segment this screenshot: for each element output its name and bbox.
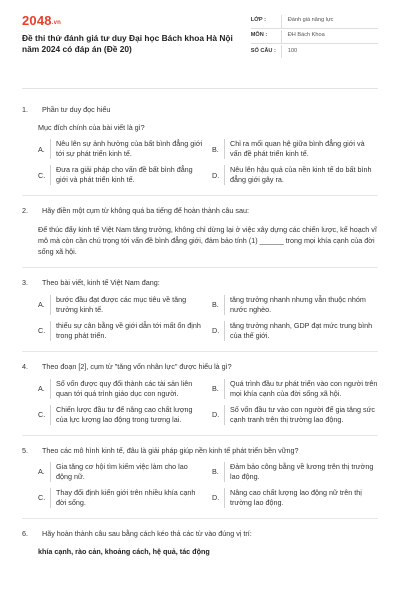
meta-row-class bbox=[251, 14, 378, 29]
meta-divider bbox=[281, 30, 282, 43]
answer-option-c[interactable] bbox=[38, 165, 204, 185]
meta-row-count bbox=[251, 44, 378, 59]
header bbox=[22, 14, 378, 76]
question-header bbox=[22, 206, 378, 216]
question-text: Hãy điền một cụm từ không quá ba tiếng để hoàn thành câu sau: bbox=[42, 206, 249, 216]
question-1 bbox=[22, 105, 378, 185]
question-header bbox=[22, 278, 378, 288]
answer-letter: D. bbox=[212, 326, 220, 336]
question-header bbox=[22, 362, 378, 372]
answer-option-d[interactable] bbox=[212, 321, 378, 341]
question-4 bbox=[22, 362, 378, 425]
question-divider bbox=[22, 435, 378, 436]
answer-option-c[interactable] bbox=[38, 488, 204, 508]
meta-value: Đánh giá năng lực bbox=[287, 17, 334, 24]
answer-text: Đảm bảo công bằng về lương trên thị trường lao động. bbox=[224, 462, 378, 482]
answer-letter: D. bbox=[212, 493, 220, 503]
exam-meta bbox=[251, 14, 378, 59]
question-divider bbox=[22, 195, 378, 196]
answer-text: Số vốn được quy đổi thành các tài sản liên quan tới quá trình giáo dục con người. bbox=[50, 379, 204, 399]
answer-letter: A. bbox=[38, 300, 45, 310]
answer-text: Gia tăng cơ hội tìm kiếm việc làm cho lao động nữ. bbox=[50, 462, 204, 482]
answer-letter: B. bbox=[212, 144, 219, 154]
header-divider bbox=[22, 88, 378, 89]
answer-text: Quá trình đầu tư phát triển vào con người trên mọi khía cạnh của đời sống xã hội. bbox=[224, 379, 378, 399]
answer-letter: D. bbox=[212, 170, 220, 180]
answer-option-b[interactable] bbox=[212, 295, 378, 315]
answer-letter: C. bbox=[38, 493, 46, 503]
meta-key: SỐ CÂU : bbox=[250, 47, 276, 54]
meta-row-subject bbox=[251, 29, 378, 44]
meta-key: MÔN : bbox=[250, 32, 268, 39]
question-divider bbox=[22, 267, 378, 268]
answer-text: Thay đổi định kiến giới trên nhiều khía cạnh đời sống. bbox=[50, 488, 204, 508]
meta-value: ĐH Bách Khoa bbox=[287, 32, 325, 39]
question-divider bbox=[22, 351, 378, 352]
answer-letter: C. bbox=[38, 170, 46, 180]
question-6 bbox=[22, 529, 378, 556]
answer-letter: A. bbox=[38, 144, 45, 154]
question-text: Theo các mô hình kinh tế, đâu là giải pháp giúp nền kinh tế phát triển bền vững? bbox=[42, 445, 299, 455]
question-text: Theo bài viết, kinh tế Việt Nam đang: bbox=[42, 278, 160, 288]
meta-divider bbox=[281, 45, 282, 58]
answer-grid bbox=[22, 139, 378, 185]
answer-letter: B. bbox=[212, 383, 219, 393]
answer-text: Số vốn đầu tư vào con người để gia tăng sức cạnh tranh trên thị trường lao động. bbox=[224, 405, 378, 425]
answer-option-a[interactable] bbox=[38, 295, 204, 315]
answer-letter: A. bbox=[38, 467, 45, 477]
answer-option-b[interactable] bbox=[212, 462, 378, 482]
question-number: 4. bbox=[22, 361, 28, 371]
question-text: Theo đoạn [2], cụm từ "tăng vốn nhân lực" được hiểu là gì? bbox=[42, 361, 232, 371]
answer-text: Chỉ ra mối quan hệ giữa bình đẳng giới và vấn đề phát triển kinh tế. bbox=[224, 139, 378, 159]
answer-grid bbox=[22, 379, 378, 425]
answer-option-b[interactable] bbox=[212, 379, 378, 399]
meta-value: 100 bbox=[287, 47, 298, 54]
answer-option-c[interactable] bbox=[38, 321, 204, 341]
answer-text: tăng trưởng nhanh, GDP đạt mức trung bình của thế giới. bbox=[224, 321, 378, 341]
answer-text: tăng trưởng nhanh nhưng vẫn thuộc nhóm nước nghèo. bbox=[224, 295, 378, 315]
meta-divider bbox=[281, 15, 282, 28]
question-number: 5. bbox=[22, 445, 28, 455]
answer-text: Chiến lược đầu tư để nâng cao chất lượng của lực lượng lao động trong tương lai. bbox=[50, 405, 204, 425]
answer-option-a[interactable] bbox=[38, 379, 204, 399]
question-number: 3. bbox=[22, 278, 28, 288]
question-header bbox=[22, 529, 378, 539]
answer-option-d[interactable] bbox=[212, 488, 378, 508]
question-header bbox=[22, 446, 378, 456]
answer-grid bbox=[22, 462, 378, 508]
answer-letter: B. bbox=[212, 467, 219, 477]
question-number: 2. bbox=[22, 206, 28, 216]
answer-text: thiếu sự cân bằng về giới dẫn tới mất ổn định trong phát triển. bbox=[50, 321, 204, 341]
page-title: Đề thi thử đánh giá tư duy Đại học Bách khoa Hà Nội năm 2024 có đáp án (Đề 20) bbox=[22, 33, 233, 54]
header-left bbox=[22, 14, 251, 55]
question-number: 6. bbox=[22, 529, 28, 539]
question-prompt: Mục đích chính của bài viết là gì? bbox=[38, 122, 145, 132]
answer-option-a[interactable] bbox=[38, 462, 204, 482]
answer-letter: D. bbox=[212, 409, 220, 419]
question-5 bbox=[22, 446, 378, 509]
site-logo[interactable] bbox=[22, 14, 251, 30]
answer-letter: C. bbox=[38, 409, 46, 419]
meta-key: LỚP : bbox=[250, 17, 266, 24]
question-header bbox=[22, 105, 378, 115]
answer-text: Nêu lên sự ảnh hưởng của bất bình đẳng giới tới sự phát triển kinh tế. bbox=[50, 139, 204, 159]
answer-letter: B. bbox=[212, 300, 219, 310]
answer-text: Nêu lên hậu quả của nền kinh tế do bất bình đẳng giới gây ra. bbox=[224, 165, 378, 185]
question-text: Phần tư duy đọc hiểu bbox=[42, 105, 111, 114]
answer-letter: A. bbox=[38, 383, 45, 393]
question-number: 1. bbox=[22, 105, 28, 114]
answer-letter: C. bbox=[38, 326, 46, 336]
answer-option-a[interactable] bbox=[38, 139, 204, 159]
answer-option-c[interactable] bbox=[38, 405, 204, 425]
answer-text: Nâng cao chất lượng lao động nữ trên thị trường lao động. bbox=[224, 488, 378, 508]
answer-option-b[interactable] bbox=[212, 139, 378, 159]
answer-option-d[interactable] bbox=[212, 405, 378, 425]
answer-option-d[interactable] bbox=[212, 165, 378, 185]
drag-word-bank[interactable]: khía cạnh, rào cản, khoảng cách, hệ quả, tác động bbox=[38, 547, 210, 557]
answer-text: Đưa ra giải pháp cho vấn đề bất bình đẳng giới và phát triển kinh tế. bbox=[50, 165, 204, 185]
logo-suffix: .vn bbox=[51, 20, 62, 26]
answer-grid bbox=[22, 295, 378, 341]
question-divider bbox=[22, 518, 378, 519]
question-2 bbox=[22, 206, 378, 257]
fill-in-paragraph: Để thúc đẩy kinh tế Việt Nam tăng trưởng, không chỉ dừng lại ở việc xây dựng các chiến lược, kế hoạch vĩ mô mà còn cần chú trọng tới vấn đề bình đẳng giới, đảm bảo tính (1) ______ trong mọi khía cạnh của đời sống xã hội. bbox=[38, 225, 377, 257]
logo-main: 2048 bbox=[22, 13, 52, 28]
answer-text: bước đầu đạt được các mục tiêu về tăng trưởng kinh tế. bbox=[50, 295, 204, 315]
question-3 bbox=[22, 278, 378, 341]
question-text: Hãy hoàn thành câu sau bằng cách kéo thả các từ vào đúng vị trí: bbox=[42, 529, 252, 539]
